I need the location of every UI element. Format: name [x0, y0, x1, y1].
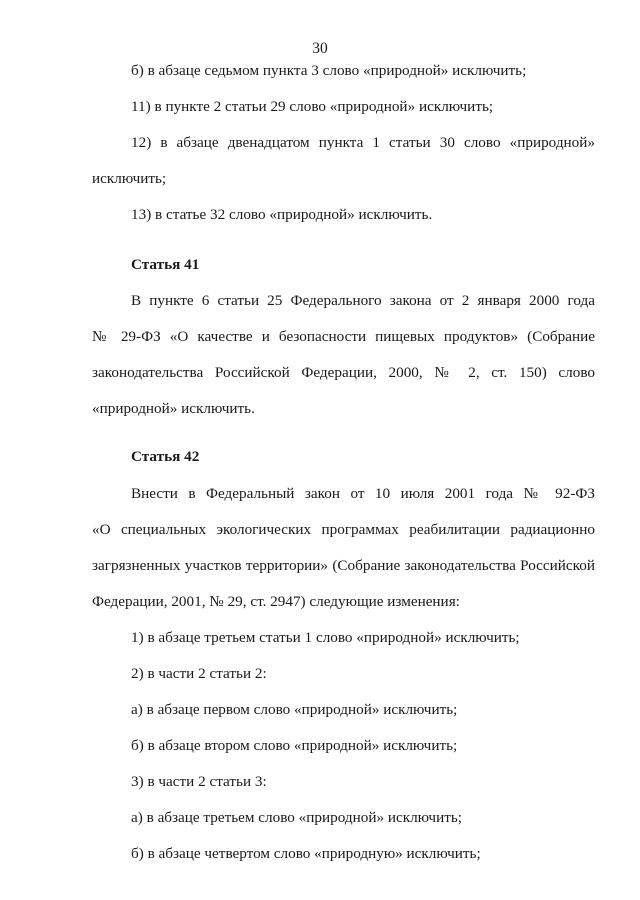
paragraph-line: № 29-ФЗ «О качестве и безопасности пищевых продуктов» (Собрание [92, 328, 595, 345]
paragraph-line: загрязненных участков территории» (Собрание законодательства Российской [92, 557, 595, 574]
paragraph-line: законодательства Российской Федерации, 2000, № 2, ст. 150) слово [92, 364, 595, 381]
paragraph-line: «природной» исключить. [92, 400, 255, 417]
article-42-heading: Статья 42 [131, 448, 200, 465]
paragraph-line: В пункте 6 статьи 25 Федерального закона от 2 января 2000 года [131, 292, 595, 309]
paragraph-line: 12) в абзаце двенадцатом пункта 1 статьи 30 слово «природной» [131, 134, 595, 151]
paragraph-line: а) в абзаце первом слово «природной» исключить; [131, 701, 458, 718]
paragraph-line: Внести в Федеральный закон от 10 июля 2001 года № 92-ФЗ [131, 485, 595, 502]
page-number: 30 [312, 40, 328, 57]
paragraph-line: 1) в абзаце третьем статьи 1 слово «природной» исключить; [131, 629, 520, 646]
paragraph-line: б) в абзаце седьмом пункта 3 слово «природной» исключить; [131, 62, 527, 79]
paragraph-line: 11) в пункте 2 статьи 29 слово «природной» исключить; [131, 98, 494, 115]
paragraph-line: Федерации, 2001, № 29, ст. 2947) следующие изменения: [92, 593, 460, 610]
paragraph-line: исключить; [92, 170, 167, 187]
paragraph-line: а) в абзаце третьем слово «природной» исключить; [131, 809, 462, 826]
article-41-heading: Статья 41 [131, 256, 200, 273]
paragraph-line: б) в абзаце втором слово «природной» исключить; [131, 737, 458, 754]
paragraph-line: 3) в части 2 статьи 3: [131, 773, 267, 790]
paragraph-line: 13) в статье 32 слово «природной» исключить. [131, 206, 433, 223]
paragraph-line: «О специальных экологических программах реабилитации радиационно [92, 521, 595, 538]
paragraph-line: б) в абзаце четвертом слово «природную» исключить; [131, 845, 481, 862]
paragraph-line: 2) в части 2 статьи 2: [131, 665, 267, 682]
